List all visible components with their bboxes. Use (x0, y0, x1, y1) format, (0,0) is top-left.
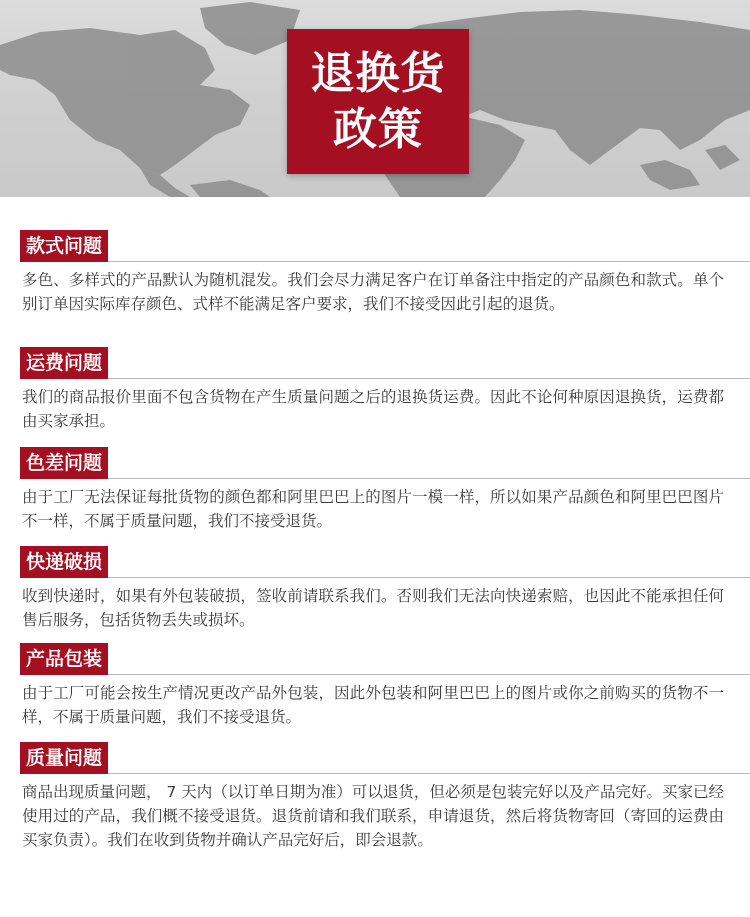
section-body: 多色、多样式的产品默认为随机混发。我们会尽力满足客户在订单备注中指定的产品颜色和款式。单个别订单因实际库存颜色、式样不能满足客户要求，我们不接受因此引起的退货。 (22, 271, 724, 313)
section-body: 我们的商品报价里面不包含货物在产生质量问题之后的退换货运费。因此不论何种原因退换货，运费都由买家承担。 (22, 388, 724, 430)
section-header (0, 742, 750, 774)
section-title: 产品包装 (20, 643, 108, 675)
section-title: 质量问题 (20, 742, 108, 774)
section-header (0, 347, 750, 379)
section-courier-damage (0, 546, 750, 632)
policy-title-box (287, 29, 469, 174)
section-title: 色差问题 (20, 447, 108, 479)
section-body: 由于工厂可能会按生产情况更改产品外包装，因此外包装和阿里巴巴上的图片或你之前购买的货物不一样，不属于质量问题，我们不接受退货。 (22, 684, 724, 726)
section-header (0, 643, 750, 675)
section-header (0, 546, 750, 578)
section-style-issue (0, 230, 750, 316)
section-body: 商品出现质量问题， 7 天内（以订单日期为准）可以退货，但必须是包装完好以及产品完好。买家已经使用过的产品，我们概不接受退货。退货前请和我们联系，申请退货，然后将货物寄回（寄回的运费由买家负责）。我们在收到货物并确认产品完好后，即会退款。 (22, 783, 724, 849)
section-body: 收到快递时，如果有外包装破损，签收前请联系我们。否则我们无法向快递索赔，也因此不能承担任何售后服务，包括货物丢失或损坏。 (22, 587, 724, 629)
section-color-difference (0, 447, 750, 533)
header-banner (0, 0, 750, 197)
divider (20, 378, 750, 379)
section-body: 由于工厂无法保证每批货物的颜色都和阿里巴巴上的图片一模一样，所以如果产品颜色和阿里巴巴图片不一样，不属于质量问题，我们不接受退货。 (22, 488, 724, 530)
page-title-line-2: 政策 (333, 103, 423, 155)
divider (20, 577, 750, 578)
section-quality (0, 742, 750, 852)
divider (20, 674, 750, 675)
divider (20, 261, 750, 262)
section-header (0, 447, 750, 479)
divider (20, 478, 750, 479)
section-header (0, 230, 750, 262)
section-shipping-fee (0, 347, 750, 433)
section-title: 款式问题 (20, 230, 108, 262)
section-title: 快递破损 (20, 546, 108, 578)
section-packaging (0, 643, 750, 729)
page-title-line-1: 退换货 (310, 47, 446, 99)
divider (20, 773, 750, 774)
section-title: 运费问题 (20, 347, 108, 379)
